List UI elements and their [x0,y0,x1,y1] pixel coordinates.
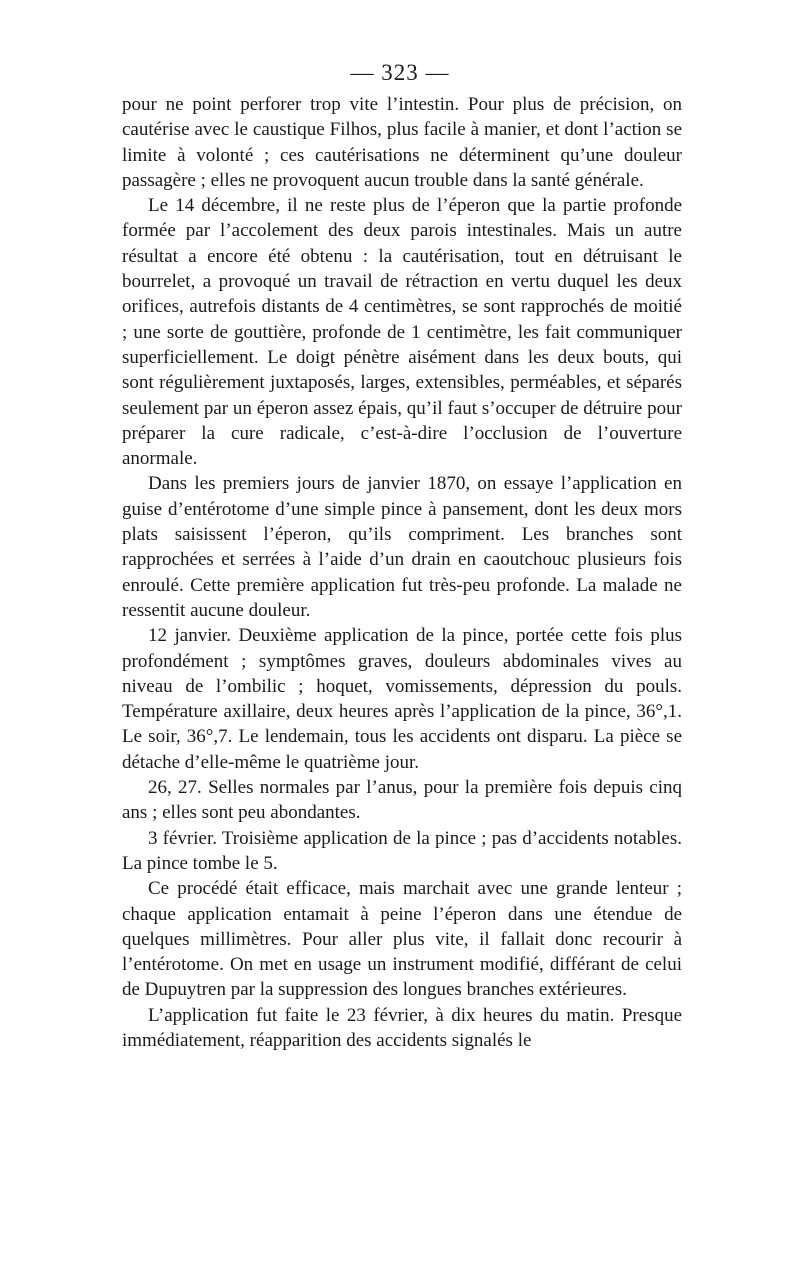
paragraph-6: 3 février. Troisième application de la pince ; pas d’accidents notables. La pince tombe le 5. [122,827,682,874]
paragraph-5: 26, 27. Selles normales par l’anus, pour la première fois depuis cinq ans ; elles sont peu abondantes. [122,777,682,824]
paragraph-7: Ce procédé était efficace, mais marchait avec une grande lenteur ; chaque application entamait à peine l’éperon dans une étendue de quelques millimètres. Pour aller plus vite, il fallait donc recourir à l’entérotome. On met en usage un instrument modifié, différant de celui de Dupuytren par la suppression des longues branches extérieures. [122,878,682,1001]
page-body-text [122,92,682,1053]
paragraph-3: Dans les premiers jours de janvier 1870, on essaye l’application en guise d’entérotome d’une simple pince à pansement, dont les deux mors plats saisissent l’éperon, qu’ils compriment. Les branches sont rapprochées et serrées à l’aide d’un drain en caoutchouc plusieurs fois enroulé. Cette première application fut très-peu profonde. La malade ne ressentit aucune douleur. [122,473,682,621]
paragraph-8: L’application fut faite le 23 février, à dix heures du matin. Presque immédiatement, réapparition des accidents signalés le [122,1004,682,1051]
paragraph-4: 12 janvier. Deuxième application de la pince, portée cette fois plus profondément ; symptômes graves, douleurs abdominales vives au niveau de l’ombilic ; hoquet, vomissements, dépression du pouls. Température axillaire, deux heures après l’application de la pince, 36°,1. Le soir, 36°,7. Le lendemain, tous les accidents ont disparu. La pièce se détache d’elle-même le quatrième jour. [122,625,682,773]
paragraph-1: pour ne point perforer trop vite l’intestin. Pour plus de précision, on cautérise avec le caustique Filhos, plus facile à manier, et dont l’action se limite à volonté ; ces cautérisations ne déterminent qu’une douleur passagère ; elles ne provoquent aucun trouble dans la santé générale. [122,94,682,191]
page-number: — 323 — [350,60,450,85]
paragraph-2: Le 14 décembre, il ne reste plus de l’éperon que la partie profonde formée par l’accolement des deux parois intestinales. Mais un autre résultat a encore été obtenu : la cautérisation, tout en détruisant le bourrelet, a provoqué un travail de rétraction en vertu duquel les deux orifices, autrefois distants de 4 centimètres, se sont rapprochés de moitié ; une sorte de gouttière, profonde de 1 centimètre, les fait communiquer superficiellement. Le doigt pénètre aisément dans les deux bouts, qui sont régulièrement juxtaposés, larges, extensibles, perméables, et séparés seulement par un éperon assez épais, qu’il faut s’occuper de détruire pour préparer la cure radicale, c’est-à-dire l’occlusion de l’ouverture anormale. [122,195,682,470]
